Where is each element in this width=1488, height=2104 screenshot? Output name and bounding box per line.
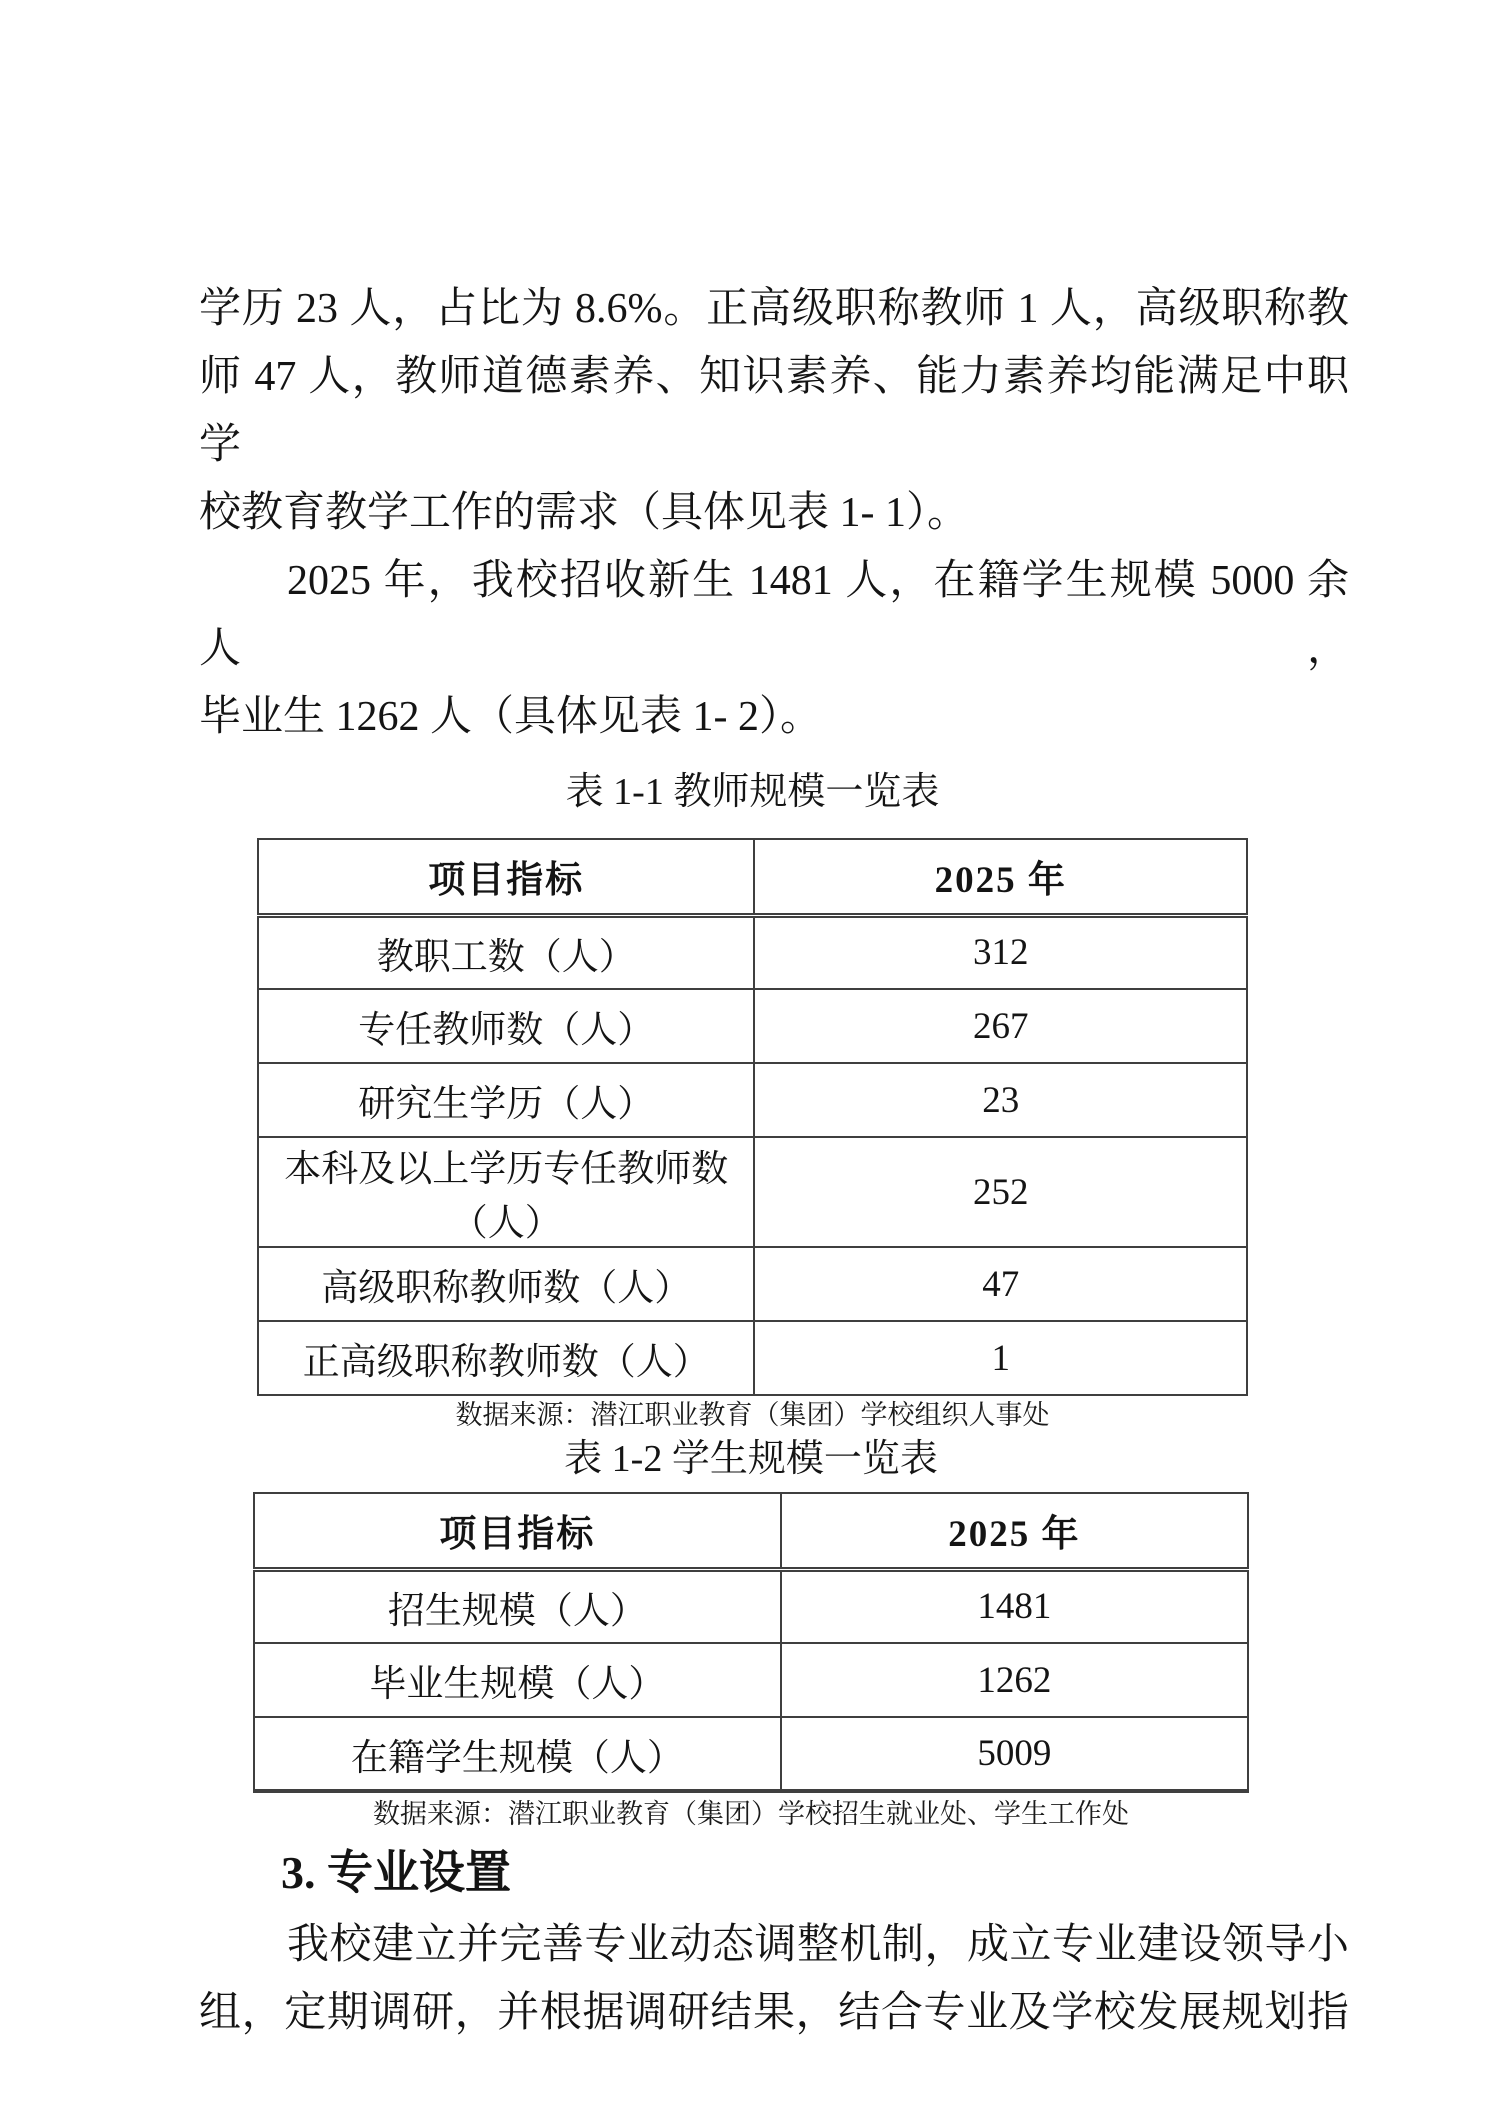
table-1-1-source-note: 数据来源：潜江职业教育（集团）学校组织人事处 xyxy=(455,1400,1050,1430)
table-row xyxy=(258,1063,1247,1137)
table-1-2 xyxy=(253,1492,1249,1793)
row-value: 47 xyxy=(754,1247,1247,1321)
paragraph-teachers-line-3: 校教育教学工作的需求（具体见表 1- 1）。 xyxy=(199,490,969,536)
table-row xyxy=(254,1569,1248,1643)
paragraph-teachers xyxy=(199,275,1349,547)
paragraph-majors-line-2: 组，定期调研，并根据调研结果，结合专业及学校发展规划指 xyxy=(199,1990,1349,2036)
row-label: 高级职称教师数（人） xyxy=(258,1247,754,1321)
table-1-1-header-year: 2025 年 xyxy=(754,839,1247,915)
paragraph-students xyxy=(199,547,1349,751)
table-1-2-source-note: 数据来源：潜江职业教育（集团）学校招生就业处、学生工作处 xyxy=(373,1799,1129,1829)
paragraph-majors-line-1: 我校建立并完善专业动态调整机制，成立专业建设领导小 xyxy=(287,1922,1349,1968)
row-label: 本科及以上学历专任教师数（人） xyxy=(258,1137,754,1247)
row-label: 教职工数（人） xyxy=(258,915,754,989)
paragraph-majors xyxy=(199,1911,1349,2047)
row-label: 研究生学历（人） xyxy=(258,1063,754,1137)
table-row xyxy=(258,1321,1247,1395)
table-1-1-header-indicator: 项目指标 xyxy=(258,839,754,915)
row-value: 1 xyxy=(754,1321,1247,1395)
table-row xyxy=(258,989,1247,1063)
row-value: 312 xyxy=(754,915,1247,989)
table-1-1-block xyxy=(257,765,1248,1432)
table-1-2-header-row xyxy=(254,1493,1248,1569)
row-value: 23 xyxy=(754,1063,1247,1137)
table-1-1 xyxy=(257,838,1248,1396)
paragraph-students-line-1: 2025 年，我校招收新生 1481 人，在籍学生规模 5000 余人， xyxy=(199,558,1349,672)
table-row xyxy=(258,915,1247,989)
row-label: 专任教师数（人） xyxy=(258,989,754,1063)
row-value: 252 xyxy=(754,1137,1247,1247)
page-content xyxy=(199,275,1349,2047)
row-label: 正高级职称教师数（人） xyxy=(258,1321,754,1395)
section-heading-majors: 3. 专业设置 xyxy=(281,1847,511,1898)
row-value: 1481 xyxy=(781,1569,1248,1643)
table-row xyxy=(254,1717,1248,1791)
table-1-1-header-row xyxy=(258,839,1247,915)
row-label: 毕业生规模（人） xyxy=(254,1643,781,1717)
table-1-2-header-indicator: 项目指标 xyxy=(254,1493,781,1569)
table-1-2-header-year: 2025 年 xyxy=(781,1493,1248,1569)
paragraph-students-line-2: 毕业生 1262 人（具体见表 1- 2）。 xyxy=(199,694,822,740)
paragraph-teachers-line-2: 师 47 人，教师道德素养、知识素养、能力素养均能满足中职学 xyxy=(199,354,1349,468)
row-value: 5009 xyxy=(781,1717,1248,1791)
row-value: 267 xyxy=(754,989,1247,1063)
row-value: 1262 xyxy=(781,1643,1248,1717)
table-1-1-caption: 表 1-1 教师规模一览表 xyxy=(565,771,940,813)
table-1-2-block xyxy=(253,1432,1249,1831)
row-label: 在籍学生规模（人） xyxy=(254,1717,781,1791)
table-row xyxy=(258,1247,1247,1321)
table-row xyxy=(254,1643,1248,1717)
paragraph-teachers-line-1: 学历 23 人，占比为 8.6%。正高级职称教师 1 人，高级职称教 xyxy=(199,286,1349,332)
row-label: 招生规模（人） xyxy=(254,1569,781,1643)
table-row xyxy=(258,1137,1247,1247)
table-1-2-caption: 表 1-2 学生规模一览表 xyxy=(564,1438,938,1480)
